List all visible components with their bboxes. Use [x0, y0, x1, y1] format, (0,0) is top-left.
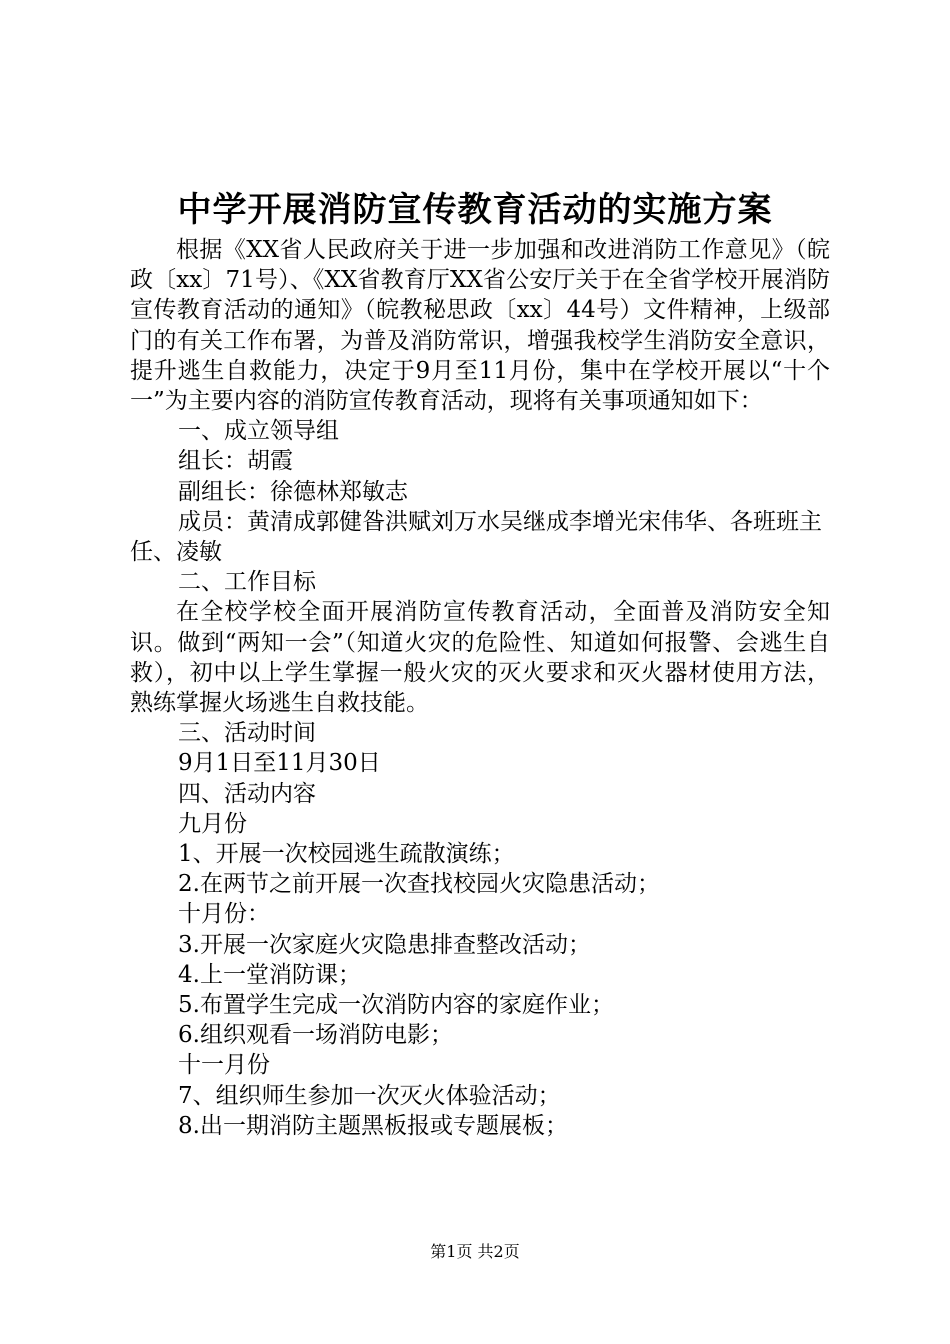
leader-line: 组长：胡霞	[178, 448, 293, 475]
list-item: 4.上一堂消防课；	[178, 961, 361, 988]
section-heading-content: 四、活动内容	[178, 780, 316, 807]
list-item: 2.在两节之前开展一次查找校园火灾隐患活动；	[178, 871, 660, 898]
month-october: 十月份：	[178, 901, 270, 928]
goal-paragraph: 在全校学校全面开展消防宣传教育活动，全面普及消防安全知识。做到“两知一会”（知道火灾的危险性、知道如何报警、会逃生自救），初中以上学生掌握一般火灾的灭火要求和灭火器材使用方法，熟练掌握火场逃生自救技能。	[130, 599, 830, 717]
section-heading-time: 三、活动时间	[178, 720, 316, 747]
page-number-footer: 第1页 共2页	[430, 1242, 520, 1261]
list-item: 7、组织师生参加一次灭火体验活动；	[178, 1082, 561, 1109]
month-november: 十一月份	[178, 1052, 270, 1079]
time-line: 9月1日至11月30日	[178, 750, 381, 777]
list-item: 3.开展一次家庭火灾隐患排查整改活动；	[178, 931, 591, 958]
list-item: 8.出一期消防主题黑板报或专题展板；	[178, 1112, 568, 1139]
list-item: 6.组织观看一场消防电影；	[178, 1022, 453, 1049]
deputy-leader-line: 副组长：徐德林郑敏志	[178, 478, 408, 505]
list-item: 5.布置学生完成一次消防内容的家庭作业；	[178, 992, 614, 1019]
members-line: 成员：黄清成郭健昝洪赋刘万水吴继成李增光宋伟华、各班班主任、凌敏	[130, 508, 822, 566]
section-heading-goals: 二、工作目标	[178, 569, 316, 596]
section-heading-leadership: 一、成立领导组	[178, 418, 339, 445]
list-item: 1、开展一次校园逃生疏散演练；	[178, 841, 515, 868]
intro-paragraph: 根据《XX省人民政府关于进一步加强和改进消防工作意见》（皖政〔xx〕71号）、《XX省教育厅XX省公安厅关于在全省学校开展消防宣传教育活动的通知》（皖教秘思政〔xx〕44号）文件精神，上级部门的有关工作布署，为普及消防常识，增强我校学生消防安全意识，提升逃生自救能力，决定于9月至11月份，集中在学校开展以“十个一”为主要内容的消防宣传教育活动，现将有关事项通知如下：	[130, 237, 830, 415]
document-body	[130, 235, 830, 1141]
document-title: 中学开展消防宣传教育活动的实施方案	[177, 190, 773, 230]
month-september: 九月份	[178, 810, 247, 837]
